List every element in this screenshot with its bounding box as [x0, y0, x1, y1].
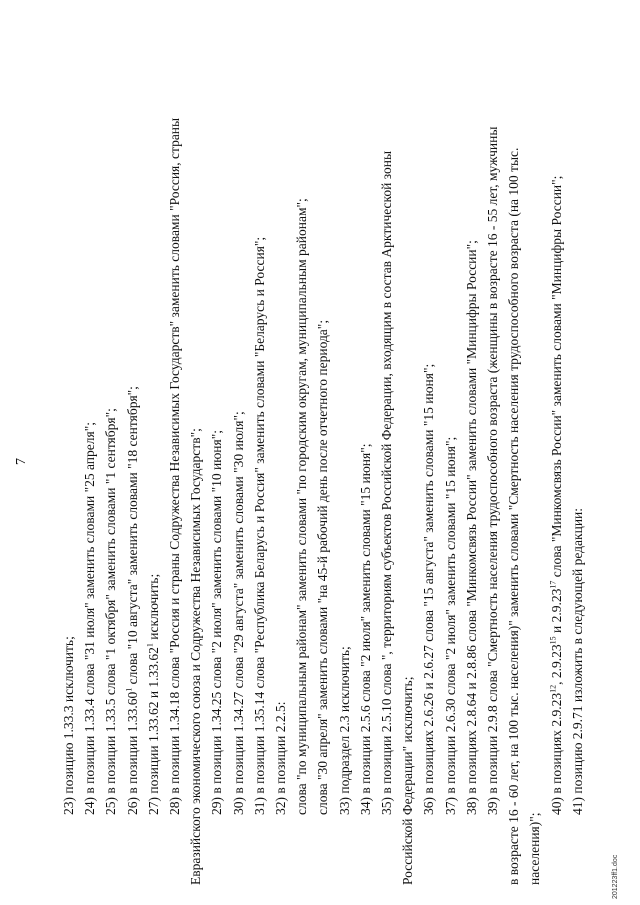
- text-segment: 25) в позиции 1.33.5 слова "1 октября" заменить словами "1 сентября";: [103, 408, 119, 815]
- text-segment: 39) в позиции 2.9.8 слова "Смертность населения трудоспособного возраста (женщины в возрасте 16 - 55 лет, мужчины: [485, 126, 500, 815]
- superscript: 17: [548, 580, 558, 589]
- text-segment: 24) в позиции 1.33.4 слова "31 июля" заменить словами "25 апреля";: [82, 422, 98, 815]
- footer-filename: 201223ff1.doc: [612, 854, 619, 899]
- text-line: [463, 240, 480, 815]
- text-segment: в возрасте 16 - 60 лет, на 100 тыс. населения)" заменить словами "Смертность населения трудоспособного возраста (на 100 тыс.: [506, 147, 522, 885]
- text-segment: 35) в позиции 2.5.10 слова ", территориям субъектов Российской Федерации, входящим в состав Арктической зоны: [379, 150, 394, 815]
- superscript: 1: [145, 643, 155, 648]
- text-segment: 31) в позиции 1.35.14 слова "Республика Беларусь и Россия" заменить словами "Беларусь и Россия";: [251, 236, 267, 815]
- text-line: [124, 386, 141, 815]
- text-line: [166, 118, 183, 815]
- text-segment: населения)";: [527, 812, 543, 885]
- text-segment: 29) в позиции 1.34.25 слова "2 июля" заменить словами "10 июня";: [209, 429, 225, 815]
- text-segment: Российской Федерации" исключить;: [400, 676, 416, 885]
- text-line: [399, 677, 416, 885]
- text-line: [548, 176, 565, 815]
- text-segment: 23) позицию 1.33.3 исключить;: [61, 636, 76, 815]
- text-line: [484, 127, 501, 815]
- superscript: 15: [548, 636, 558, 645]
- text-line: [442, 437, 459, 815]
- text-segment: 28) в позиции 1.34.18 слова "Россия и страны Содружества Независимых Государств" заменить словами "Россия, страны: [167, 117, 182, 815]
- text-line: [336, 646, 353, 815]
- text-segment: исключить;: [145, 573, 161, 644]
- text-segment: 30) в позиции 1.34.27 слова "29 августа" заменить словами "30 июля";: [230, 411, 246, 815]
- text-segment: слова "Минкомсвязь России" заменить словами "Минцифры России";: [548, 175, 564, 581]
- text-line: [314, 320, 331, 815]
- superscript: 12: [548, 684, 558, 693]
- page-number: 7: [14, 458, 29, 465]
- text-line: [102, 408, 119, 815]
- text-segment: 40) в позициях 2.9.23: [548, 692, 564, 815]
- text-segment: 36) в позициях 2.6.26 и 2.6.27 слова "15 августа" заменить словами "15 июня";: [421, 363, 437, 815]
- text-line: [251, 237, 268, 815]
- text-line: [187, 428, 204, 885]
- text-segment: , 2.9.23: [548, 644, 564, 685]
- text-line: [272, 702, 289, 815]
- text-segment: слова "30 апреля" заменить словами "на 45-й рабочий день после отчетного периода";: [315, 319, 331, 815]
- text-line: [81, 422, 98, 815]
- superscript: 1: [124, 687, 134, 692]
- text-line: [208, 430, 225, 815]
- text-segment: 33) подраздел 2.3 исключить;: [336, 646, 352, 815]
- text-segment: и 2.9.23: [548, 588, 564, 637]
- text-segment: 27) позиции 1.33.62 и 1.33.62: [145, 647, 161, 815]
- text-line: [230, 411, 247, 815]
- text-segment: слова "по муниципальным районам" заменить словами "по городским округам, муниципальным районам";: [294, 198, 310, 815]
- text-line: [569, 508, 586, 815]
- text-segment: 41) позицию 2.9.71 изложить в следующей редакции:: [569, 507, 585, 815]
- text-line: [505, 148, 522, 885]
- text-line: [293, 198, 310, 815]
- text-segment: 38) в позициях 2.8.64 и 2.8.86 слова "Минкомсвязь России" заменить словами "Минцифры России";: [463, 240, 479, 815]
- text-segment: 37) в позиции 2.6.30 слова "2 июля" заменить словами "15 июня";: [442, 436, 458, 815]
- text-segment: Евразийского экономического союза и Содружества Независимых Государств";: [188, 428, 204, 885]
- text-line: [60, 636, 77, 815]
- text-line: [357, 443, 374, 815]
- text-segment: слова "10 августа" заменить словами "18 сентября";: [124, 386, 140, 688]
- text-segment: 32) в позиции 2.2.5:: [273, 701, 288, 815]
- text-line: [420, 364, 437, 815]
- text-segment: 34) в позиции 2.5.6 слова "2 июля" заменить словами "15 июня";: [357, 443, 373, 815]
- text-line: [145, 574, 162, 815]
- text-line: [526, 812, 543, 885]
- text-segment: 26) в позиции 1.33.60: [124, 691, 140, 815]
- text-line: [378, 151, 395, 815]
